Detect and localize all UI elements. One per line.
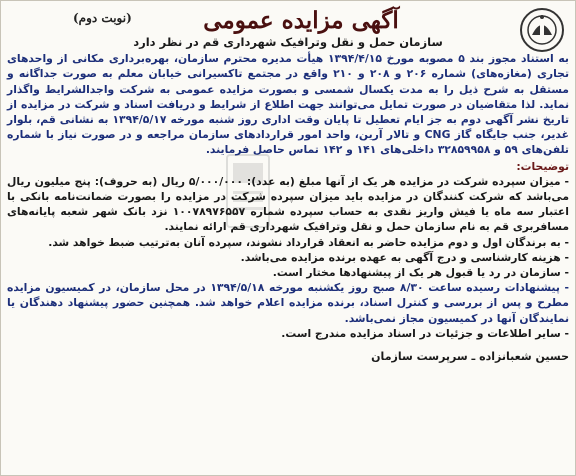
signature: حسین شعبانزاده ـ سرپرست سازمان bbox=[371, 350, 569, 364]
notice-title bbox=[73, 7, 451, 34]
notice-title-text: آگهی مزایده عمومی bbox=[203, 7, 399, 34]
note-item: - میزان سپرده شرکت در مزایده هر یک از آنها مبلغ (به عدد): ۵/۰۰۰/۰۰۰ ریال (به حروف): پنج میلیون ریال می‌باشد که شرکت کنندگان در مزایده باید میزان سپرده شرکت در مزایده را بصورت ضمانت‌نامه بانکی با اعتبار سه ماه یا فیش واریز نقدی به حساب سپرده شماره ۱۰۰۷۸۹۷۶۵۵۷ نزد بانک شهر شعبه پایانه‌های مسافربری قم به نام سازمان حمل و نقل وترافیک شهرداری قم ارائه نمایند. bbox=[7, 174, 569, 234]
note-item: - پیشنهادات رسیده ساعت ۸/۳۰ صبح روز یکشنبه مورخه ۱۳۹۴/۵/۱۸ در محل سازمان، در کمیسیون مزایده مطرح و پس از بررسی و کنترل اسناد، برنده مزایده اعلام خواهد شد. همچنین حضور پیشنهاد دهندگان یا نمایندگان آنها در کمیسیون مجاز نمی‌باشد. bbox=[7, 281, 569, 325]
notice-body bbox=[7, 35, 569, 471]
note-item: - به برندگان اول و دوم مزایده حاضر به انعقاد قرارداد نشوند، سپرده آنان به‌ترتیب ضبط خواهد شد. bbox=[48, 235, 569, 249]
note-item: - هزینه کارشناسی و درج آگهی به عهده برنده مزایده می‌باشد. bbox=[240, 250, 569, 264]
note-item: - سازمان در رد یا قبول هر یک از پیشنهادها مختار است. bbox=[272, 266, 569, 280]
notes-heading: توضیحات: bbox=[516, 159, 569, 173]
intro-paragraph: به استناد مجوز بند ۵ مصوبه مورخ ۱۳۹۴/۴/۱۵ هیأت مدیره محترم سازمان، بهره‌برداری مکانی از واحدهای تجاری (مغازه‌های) شماره ۲۰۶ و ۲۰۸ و ۲۱۰ واقع در مجتمع تاکسیرانی خیابان معلم به صورت جداگانه و مستقل به شرح ذیل را به مدت یکسال شمسی و بصورت مزایده عمومی به شرکت واجدالشرایط واگذار نماید. لذا متقاضیان در صورت تمایل می‌توانند جهت اطلاع از شرایط و دریافت اسناد و شرکت در مزایده از تاریخ نشر آگهی دوم به جز ایام تعطیل تا پایان وقت اداری روز شنبه مورخه ۱۳۹۴/۵/۱۷ به نشانی قم، بلوار غدیر، جنب جایگاه گاز CNG و تالار آرین، واحد امور قراردادهای سازمان مراجعه و در صورت نیاز با شماره تلفن‌های ۵۹ و ۳۲۸۵۹۹۵۸ داخلی‌های ۱۴۱ و ۱۴۲ تماس حاصل فرمایند. bbox=[7, 52, 570, 157]
org-line: سازمان حمل و نقل وترافیک شهرداری قم در نظر دارد bbox=[133, 35, 443, 49]
note-item: - سایر اطلاعات و جزئیات در اسناد مزایده مندرج است. bbox=[281, 326, 569, 340]
round-badge: (نوبت دوم) bbox=[73, 11, 132, 25]
